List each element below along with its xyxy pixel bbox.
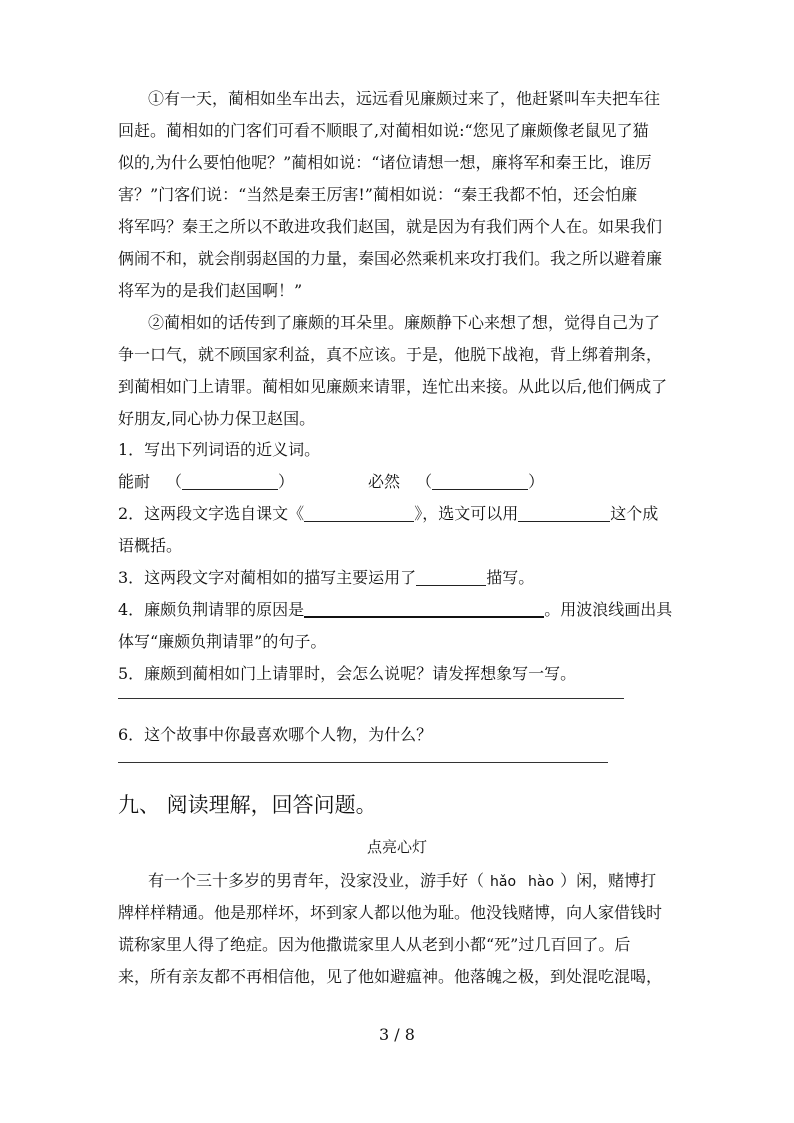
passage-p2-line-3: 到蔺相如门上请罪。蔺相如见廉颇来请罪，连忙出来接。从此以后,他们俩成了 [118,377,668,396]
passage-p2-line-4: 好朋友,同心协力保卫赵国。 [118,409,316,428]
story-line-1-b: ）闲，赌博打 [560,871,657,890]
q1-paren-open-1: （ [166,472,183,491]
passage-p1-line-2: 回赶。蔺相如的门客们可看不顺眼了,对蔺相如说:“您见了廉颇像老鼠见了猫 [118,121,649,140]
q2-text-b: 》，选文可以用 [414,504,519,523]
question-3 [118,566,678,590]
q4-text-b: 。用波浪线画出具 [544,600,673,619]
q1-word-1: 能耐 [118,472,151,491]
q2-idiom-blank[interactable] [518,505,610,522]
story-title: 点亮心灯 [366,838,427,856]
question-1: 1．写出下列词语的近义词。 [118,440,321,459]
q3-answer-blank[interactable] [416,569,486,586]
q1-answer-blank-2[interactable] [432,473,528,490]
q3-text-a: 3．这两段文字对蔺相如的描写主要运用了 [118,568,417,587]
passage-p1-line-4: 害？”门客们说：“当然是秦王厉害!”蔺相如说：“秦王我都不怕，还会怕廉 [118,185,638,204]
story-line-3: 谎称家里人得了绝症。因为他撒谎家里人从老到小都“死”过几百回了。后 [118,935,631,954]
q6-answer-line[interactable] [118,762,608,763]
q1-answer-blank-1[interactable] [182,473,278,490]
q5-answer-line[interactable] [118,698,624,699]
passage-p2-line-1: ②蔺相如的话传到了廉颇的耳朵里。廉颇静下心来想了想，觉得自己为了 [148,313,661,332]
question-4 [118,598,678,622]
story-line-4: 来，所有亲友都不再相信他，见了他如避瘟神。他落魄之极，到处混吃混喝， [118,967,663,986]
question-2-cont: 语概括。 [118,536,183,555]
question-2 [118,502,678,526]
passage-p1-line-3: 似的,为什么要怕他呢？”蔺相如说：“诸位请想一想，廉将军和秦王比，谁厉 [118,153,652,172]
q4-answer-blank[interactable] [304,600,544,618]
story-line-1 [148,869,708,894]
passage-p1-line-1: ①有一天，蔺相如坐车出去，远远看见廉颇过来了，他赶紧叫车夫把车往 [148,89,661,108]
pinyin-option-hao4[interactable]: hào [528,874,555,890]
question-6: 6．这个故事中你最喜欢哪个人物，为什么？ [118,725,433,744]
q2-title-blank[interactable] [304,505,414,522]
question-5: 5．廉颇到蔺相如门上请罪时，会怎么说呢？请发挥想象写一写。 [118,664,577,683]
q3-text-b: 描写。 [486,568,535,587]
story-line-1-a: 有一个三十多岁的男青年，没家没业，游手好（ [148,871,485,890]
q2-text-a: 2．这两段文字选自课文《 [118,504,305,523]
passage-p1-line-6: 俩闹不和，就会削弱赵国的力量，秦国必然乘机来攻打我们。我之所以避着廉 [118,249,663,268]
passage-p2-line-2: 争一口气，就不顾国家利益，真不应该。于是，他脱下战袍，背上绑着荆条， [118,345,663,364]
q1-paren-close-2: ） [528,472,545,491]
question-1-blanks [118,470,678,494]
story-line-2: 牌样样精通。他是那样坏，坏到家人都以他为耻。他没钱赌博，向人家借钱时 [118,903,663,922]
q1-paren-open-2: （ [416,472,433,491]
page-number: 3 / 8 [379,1025,415,1044]
passage-p1-line-5: 将军吗？秦王之所以不敢进攻我们赵国，就是因为有我们两个人在。如果我们 [118,217,663,236]
pinyin-option-hao3[interactable]: hǎo [490,874,517,890]
section-9-title: 九、 阅读理解，回答问题。 [118,793,377,817]
q1-paren-close-1: ） [278,472,295,491]
passage-p1-line-7: 将军为的是我们赵国啊！” [118,281,303,300]
question-4-cont: 体写“廉颇负荆请罪”的句子。 [118,632,327,651]
q2-text-c: 这个成 [610,504,659,523]
q1-word-2: 必然 [368,472,401,491]
q4-text-a: 4．廉颇负荆请罪的原因是 [118,600,305,619]
